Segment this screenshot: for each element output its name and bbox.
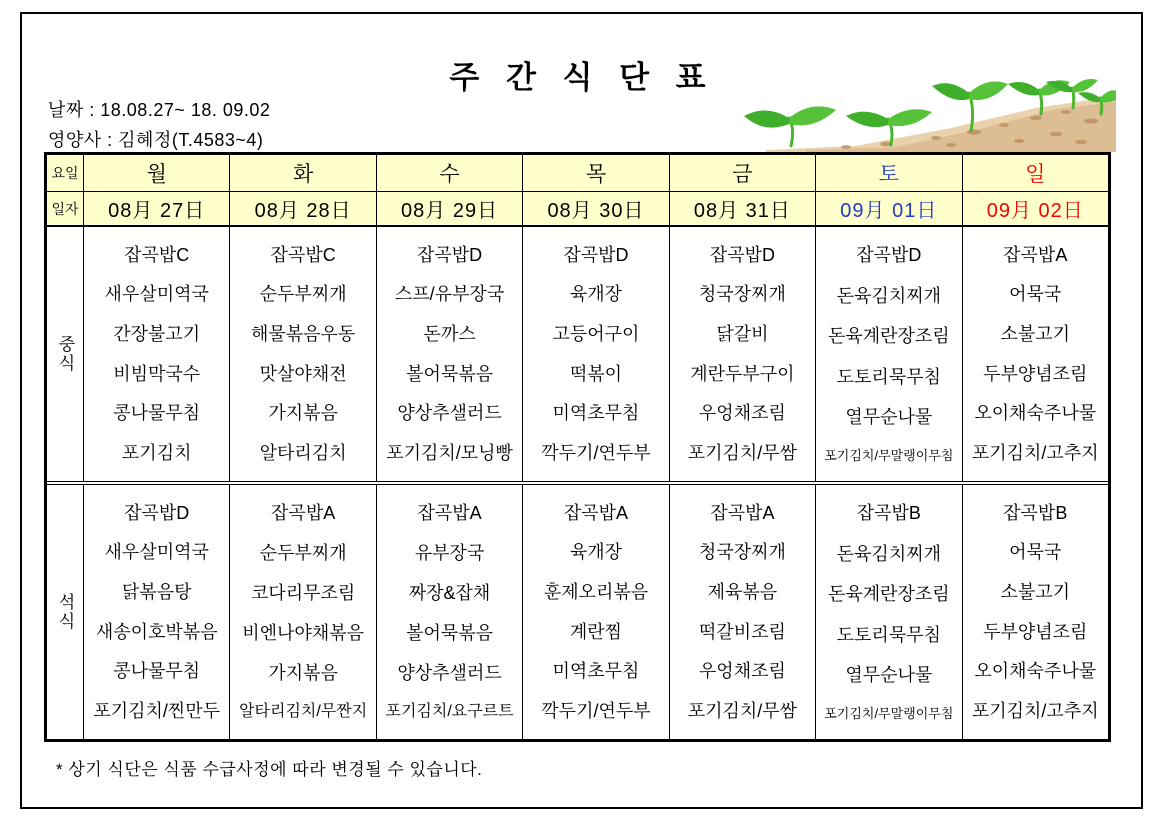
menu-item: 포기김치/무말랭이무침 — [824, 447, 954, 463]
nutritionist-line: 영양사 : 김혜정(T.4583~4) — [48, 130, 264, 150]
menu-item: 포기김치/무말랭이무침 — [824, 705, 954, 721]
day-header-row — [47, 155, 1108, 192]
menu-item: 새우살미역국 — [104, 284, 209, 305]
date-range-line: 날짜 : 18.08.27~ 18. 09.02 — [48, 100, 271, 120]
dinner-col-sat — [816, 485, 962, 739]
menu-item: 잡곡밥D — [124, 502, 190, 523]
lunch-col-fri — [670, 227, 816, 481]
menu-item: 비빔막국수 — [113, 363, 201, 384]
menu-item: 떡갈비조림 — [698, 621, 786, 642]
menu-item: 오이채숙주나물 — [974, 403, 1097, 424]
date-row — [47, 192, 1108, 227]
lunch-col-wed — [377, 227, 523, 481]
date-row-label: 일자 — [47, 192, 84, 225]
menu-item: 맛살야채전 — [259, 363, 347, 384]
menu-item: 잡곡밥B — [856, 503, 921, 524]
menu-item: 잡곡밥A — [271, 503, 336, 523]
menu-item: 잡곡밥C — [124, 244, 190, 265]
menu-item: 청국장찌개 — [698, 542, 786, 563]
menu-item: 열무순나물 — [845, 665, 933, 686]
menu-item: 양상추샐러드 — [397, 663, 502, 683]
lunch-col-sun — [963, 227, 1108, 481]
menu-item: 잡곡밥D — [709, 244, 775, 265]
menu-item: 볼어묵볶음 — [406, 623, 494, 643]
day-row-label: 요일 — [47, 155, 84, 191]
menu-item: 포기김치/무쌈 — [687, 701, 798, 722]
date-cell-thu: 08月 30日 — [523, 192, 669, 225]
menu-item: 잡곡밥D — [856, 245, 922, 266]
menu-item: 유부장국 — [414, 543, 485, 563]
lunch-col-mon — [84, 227, 230, 481]
menu-item: 도토리묵무침 — [836, 624, 941, 645]
menu-item: 콩나물무침 — [113, 403, 201, 424]
menu-item: 스프/유부장국 — [394, 284, 505, 305]
dinner-col-wed — [377, 485, 523, 739]
menu-item: 고등어구이 — [552, 324, 640, 345]
date-cell-tue: 08月 28日 — [230, 192, 376, 225]
dinner-row-label: 석식 — [47, 485, 84, 739]
menu-item: 훈제오리볶음 — [543, 582, 649, 603]
menu-item: 우엉채조림 — [698, 661, 786, 682]
date-cell-wed: 08月 29日 — [377, 192, 523, 225]
menu-item: 코다리무조림 — [250, 583, 356, 603]
lunch-section-row — [47, 227, 1108, 485]
menu-item: 잡곡밥B — [1003, 502, 1068, 523]
menu-item: 두부양념조림 — [983, 363, 1088, 384]
menu-item: 열무순나물 — [845, 407, 933, 428]
menu-item: 떡볶이 — [569, 363, 623, 384]
menu-item: 깍두기/연두부 — [541, 443, 651, 464]
menu-item: 포기김치/고추지 — [971, 701, 1099, 722]
day-header-wed: 수 — [377, 155, 523, 191]
menu-item: 소불고기 — [1000, 582, 1071, 603]
menu-item: 가지볶음 — [268, 403, 338, 424]
menu-item: 잡곡밥A — [710, 502, 775, 523]
menu-item: 육개장 — [569, 542, 623, 563]
menu-item: 닭갈비 — [716, 324, 769, 345]
menu-item: 잡곡밥A — [563, 502, 629, 523]
day-header-mon: 월 — [84, 155, 230, 191]
dinner-col-mon — [84, 485, 230, 739]
day-header-thu: 목 — [523, 155, 669, 191]
menu-item: 해물볶음우동 — [250, 324, 356, 345]
menu-item: 어묵국 — [1009, 542, 1062, 563]
menu-item: 알타리김치/무짠지 — [239, 703, 368, 720]
menu-item: 오이채숙주나물 — [974, 661, 1097, 682]
menu-item: 잡곡밥A — [1003, 244, 1068, 265]
menu-item: 비엔나야채볶음 — [242, 623, 364, 643]
menu-item: 순두부찌개 — [259, 284, 347, 305]
menu-item: 포기김치/찐만두 — [93, 701, 221, 722]
menu-item: 돈까스 — [423, 324, 476, 345]
menu-item: 깍두기/연두부 — [541, 701, 651, 722]
page-title: 주 간 식 단 표 — [449, 60, 715, 95]
lunch-col-tue — [230, 227, 376, 481]
menu-item: 새우살미역국 — [104, 542, 209, 563]
menu-item: 간장불고기 — [113, 324, 201, 345]
menu-item: 포기김치 — [121, 443, 192, 464]
dinner-section-row — [47, 485, 1108, 739]
sprouts-illustration-icon — [736, 46, 1116, 152]
day-header-sat: 토 — [816, 155, 962, 191]
menu-item: 제육볶음 — [707, 582, 778, 603]
date-cell-sun: 09月 02日 — [986, 200, 1084, 222]
menu-item: 잡곡밥C — [270, 244, 336, 265]
menu-item: 청국장찌개 — [698, 284, 786, 305]
menu-item: 미역초무침 — [552, 403, 640, 424]
date-cell-mon: 08月 27日 — [84, 192, 230, 225]
day-header-fri: 금 — [670, 155, 816, 191]
dinner-col-sun — [963, 485, 1108, 739]
menu-item: 양상추샐러드 — [397, 403, 502, 424]
menu-item: 잡곡밥D — [416, 244, 483, 265]
menu-item: 어묵국 — [1009, 284, 1062, 305]
menu-item: 알타리김치 — [259, 443, 347, 464]
menu-item: 닭볶음탕 — [121, 582, 192, 603]
menu-item: 콩나물무침 — [113, 661, 201, 682]
dinner-col-thu — [523, 485, 669, 739]
menu-item: 잡곡밥A — [417, 503, 482, 523]
lunch-col-thu — [523, 227, 669, 481]
menu-item: 새송이호박볶음 — [95, 621, 218, 642]
day-header-sun: 일 — [1025, 163, 1046, 186]
menu-item: 도토리묵무침 — [836, 366, 941, 387]
menu-item: 포기김치/무쌈 — [687, 443, 798, 464]
menu-item: 순두부찌개 — [259, 543, 347, 563]
date-cell-sat: 09月 01日 — [816, 192, 962, 225]
menu-item: 육개장 — [569, 284, 623, 305]
menu-item: 짜장&잡채 — [408, 583, 491, 603]
menu-item: 돈육계란장조림 — [827, 584, 950, 605]
menu-item: 우엉채조림 — [698, 403, 786, 424]
menu-item: 돈육김치찌개 — [836, 543, 941, 564]
dinner-col-tue — [230, 485, 376, 739]
date-cell-fri: 08月 31日 — [670, 192, 816, 225]
lunch-col-sat — [816, 227, 962, 481]
day-header-tue: 화 — [230, 155, 376, 191]
menu-item: 포기김치/고추지 — [971, 443, 1099, 464]
menu-item: 미역초무침 — [552, 661, 640, 682]
menu-item: 돈육계란장조림 — [827, 326, 950, 347]
dinner-col-fri — [670, 485, 816, 739]
menu-item: 두부양념조림 — [983, 621, 1088, 642]
menu-item: 가지볶음 — [268, 663, 338, 683]
menu-item: 계란찜 — [569, 621, 623, 642]
menu-item: 계란두부구이 — [690, 363, 795, 384]
menu-item: 포기김치/모닝빵 — [386, 443, 513, 464]
menu-item: 돈육김치찌개 — [836, 285, 941, 306]
weekly-menu-table — [44, 152, 1111, 742]
menu-item: 소불고기 — [1000, 324, 1071, 345]
footnote: * 상기 식단은 식품 수급사정에 따라 변경될 수 있습니다. — [56, 760, 483, 779]
menu-item: 포기김치/요구르트 — [385, 703, 514, 720]
menu-item: 볼어묵볶음 — [406, 363, 494, 384]
lunch-row-label: 중식 — [47, 227, 84, 481]
menu-item: 잡곡밥D — [563, 244, 629, 265]
